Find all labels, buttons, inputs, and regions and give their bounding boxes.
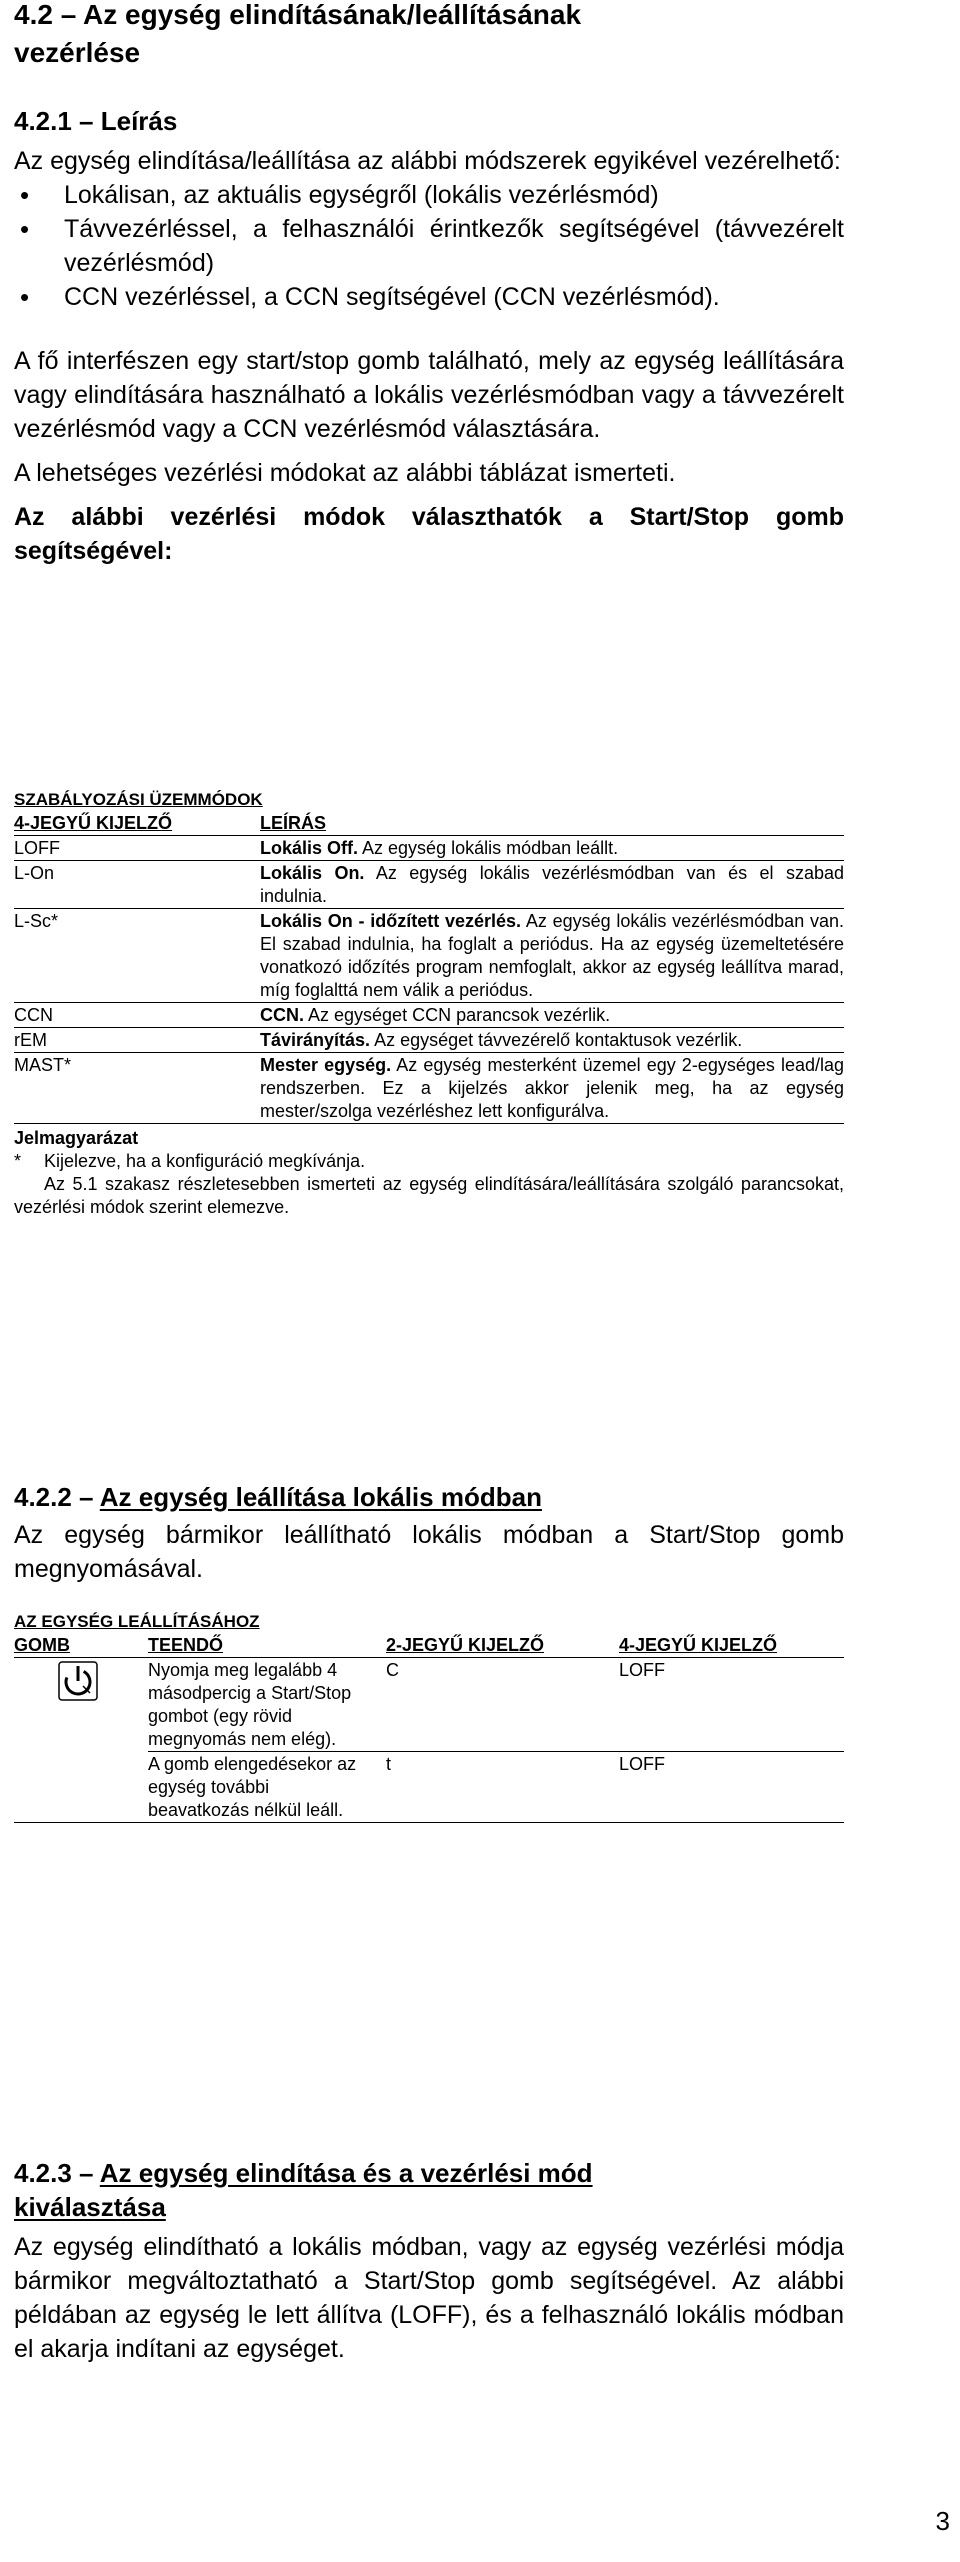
section-title-line1: 4.2 – Az egység elindításának/leállításának	[14, 0, 582, 30]
subsection-title: 4.2.2 – Az egység leállítása lokális módban	[14, 1482, 542, 1512]
subsection-4-2-1	[14, 104, 844, 568]
mode-code: CCN	[14, 1005, 53, 1025]
mode-description: Lokális On. Az egység lokális vezérlésmódban van és el szabad indulnia.	[260, 863, 844, 906]
table-row	[14, 1659, 844, 1752]
button-cell	[14, 1659, 148, 1752]
mode-code: L-On	[14, 863, 55, 883]
legend-star-line: * Kijelezve, ha a konfiguráció megkívánja.	[14, 1151, 366, 1171]
action-cell: A gomb elengedésekor az egység további beavatkozás nélkül leáll.	[148, 1754, 357, 1820]
display-4digit: LOFF	[619, 1754, 666, 1774]
col-header-2digit: 2-JEGYŰ KIJELZŐ	[386, 1635, 545, 1655]
paragraph-modes: A lehetséges vezérlési módokat az alábbi táblázat ismerteti.	[14, 459, 676, 487]
mode-code: MAST*	[14, 1055, 72, 1075]
paragraph-start-stop: A fő interfészen egy start/stop gomb található, mely az egység leállítására vagy elindítására használható a lokális vezérlésmódban vagy a távvezérelt vezérlésmód vagy a CCN vezérlésmód választására.	[14, 347, 844, 443]
modes-table-block	[14, 790, 844, 1219]
table-row	[14, 1054, 844, 1124]
mode-description: Mester egység. Az egység mesterként üzemel egy 2-egységes lead/lag rendszerben. Ez a kijelzés akkor jelenik meg, ha az egység mester/szolga vezérléshez lett konfigurálva.	[260, 1055, 844, 1121]
modes-table	[14, 812, 844, 1125]
list-item: • Távvezérléssel, a felhasználói érintkezők segítségével (távvezérelt vezérlésmód)	[14, 212, 844, 280]
section-title-line2: vezérlése	[14, 37, 141, 68]
col-header-description: LEÍRÁS	[260, 813, 327, 833]
table-row	[14, 1753, 844, 1823]
legend-title: Jelmagyarázat	[14, 1128, 139, 1148]
paragraph-stop: Az egység bármikor leállítható lokális módban a Start/Stop gomb megnyomásával.	[14, 1521, 844, 1583]
mode-code: rEM	[14, 1030, 47, 1050]
intro-paragraph: Az egység elindítása/leállítása az alábbi módszerek egyikével vezérelhető:	[14, 147, 841, 175]
action-cell: Nyomja meg legalább 4 másodpercig a Start/Stop gombot (egy rövid megnyomás nem elég).	[148, 1660, 352, 1749]
display-2digit: t	[386, 1754, 392, 1774]
mode-description: CCN. Az egységet CCN parancsok vezérlik.	[260, 1005, 611, 1025]
mode-code: L-Sc*	[14, 911, 59, 931]
mode-code: LOFF	[14, 838, 61, 858]
table-row	[14, 837, 844, 861]
display-4digit: LOFF	[619, 1660, 666, 1680]
table-header-row	[14, 1634, 844, 1658]
table-row	[14, 1004, 844, 1028]
mode-description: Lokális On - időzített vezérlés. Az egység lokális vezérlésmódban van. El szabad indulnia, ha foglalt a periódus. Ha az egység üzemeltetésére vonatkozó időzítés program nemfoglalt, akkor az egység leállítva marad, míg foglalttá nem válik a periódus.	[260, 911, 844, 1000]
list-item: • CCN vezérléssel, a CCN segítségével (CCN vezérlésmód).	[14, 280, 844, 314]
col-header-button: GOMB	[14, 1635, 70, 1655]
mode-description: Lokális Off. Az egység lokális módban leállt.	[260, 838, 619, 858]
subsection-4-2-3	[14, 2156, 844, 2366]
table-row	[14, 1029, 844, 1053]
section-heading	[14, 0, 944, 72]
table-row	[14, 862, 844, 909]
subsection-title-line2: kiválasztása	[14, 2192, 166, 2222]
start-stop-button-icon	[58, 1661, 98, 1707]
stop-table-caption: AZ EGYSÉG LEÁLLÍTÁSÁHOZ	[14, 1612, 260, 1631]
subsection-title: 4.2.1 – Leírás	[14, 106, 178, 136]
col-header-4digit: 4-JEGYŰ KIJELZŐ	[619, 1635, 778, 1655]
mode-description: Távirányítás. Az egységet távvezérelő kontaktusok vezérlik.	[260, 1030, 743, 1050]
page-number: 3	[935, 2506, 950, 2536]
stop-table-block	[14, 1612, 844, 1824]
stop-table	[14, 1634, 844, 1824]
paragraph-start: Az egység elindítható a lokális módban, vagy az egység vezérlési módja bármikor megváltoztatható a Start/Stop gomb segítségével. Az alábbi példában az egység le lett állítva (LOFF), és a felhasználó lokális módban el akarja indítani az egységet.	[14, 2233, 844, 2363]
legend	[14, 1127, 844, 1219]
col-header-display: 4-JEGYŰ KIJELZŐ	[14, 813, 173, 833]
paragraph-selectable-modes: Az alábbi vezérlési módok választhatók a Start/Stop gomb segítségével:	[14, 503, 844, 565]
subsection-4-2-2	[14, 1480, 844, 1586]
table-row	[14, 910, 844, 1003]
col-header-action: TEENDŐ	[148, 1635, 224, 1655]
list-item: • Lokálisan, az aktuális egységről (lokális vezérlésmód)	[14, 178, 844, 212]
table-header-row	[14, 812, 844, 836]
display-2digit: C	[386, 1660, 399, 1680]
control-methods-list	[14, 178, 844, 314]
subsection-title-line1: 4.2.3 – Az egység elindítása és a vezérlési mód	[14, 2158, 593, 2188]
modes-table-caption: SZABÁLYOZÁSI ÜZEMMÓDOK	[14, 790, 263, 809]
legend-note: Az 5.1 szakasz részletesebben ismerteti az egység elindítására/leállítására szolgáló parancsokat, vezérlési módok szerint elemezve.	[14, 1174, 844, 1217]
